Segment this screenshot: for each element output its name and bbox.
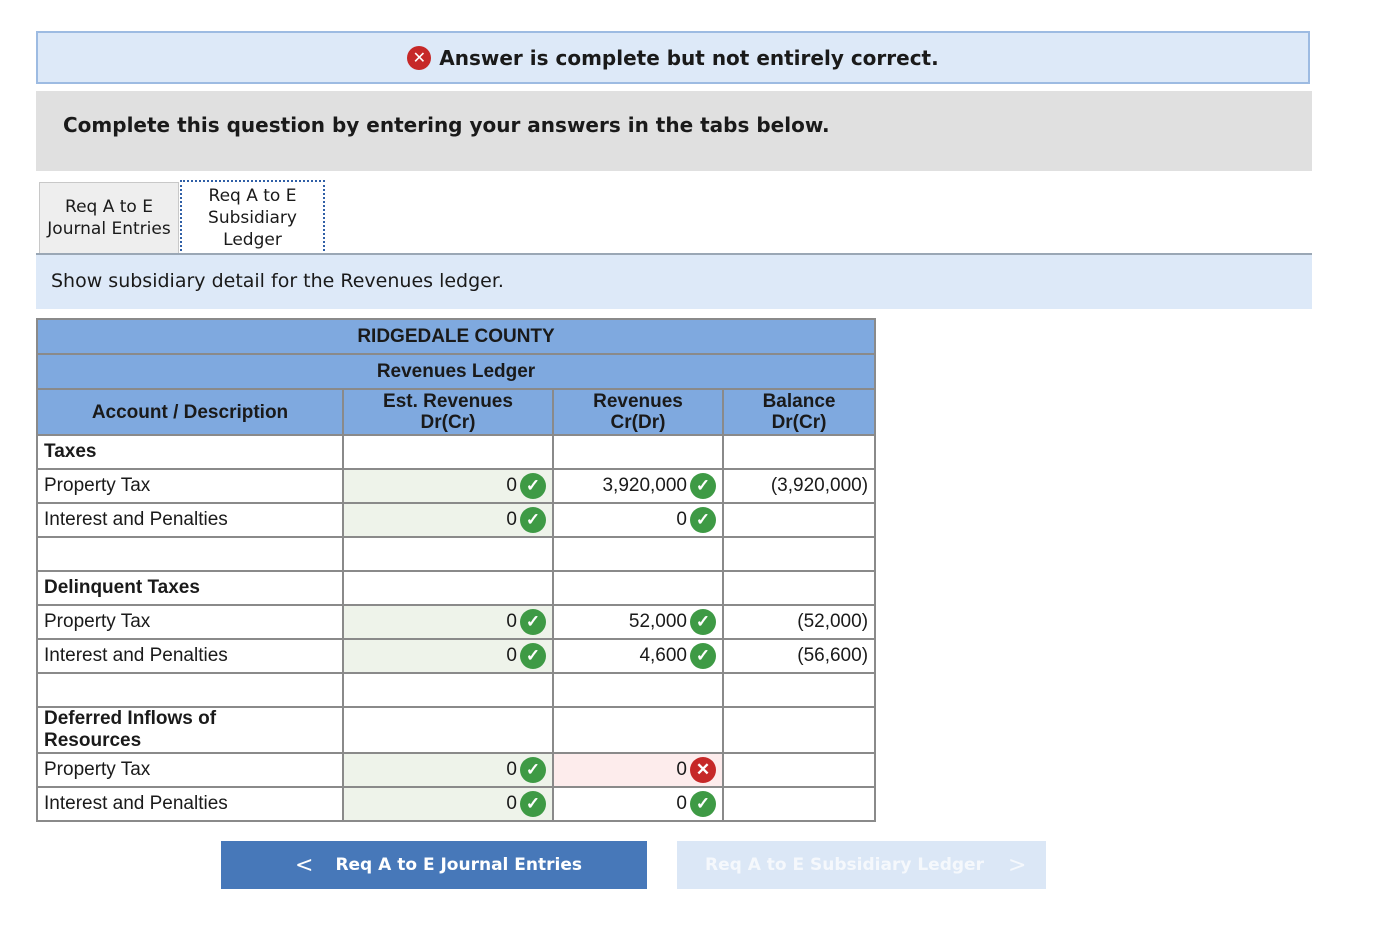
next-tab-label: Req A to E Subsidiary Ledger bbox=[705, 855, 984, 875]
check-circle-icon: ✓ bbox=[520, 473, 546, 499]
est-revenues-input[interactable]: 0 ✓ bbox=[343, 639, 553, 673]
balance-value: (52,000) bbox=[723, 605, 875, 639]
check-circle-icon: ✓ bbox=[520, 791, 546, 817]
revenues-input[interactable]: 4,600 ✓ bbox=[553, 639, 723, 673]
tab-label: Req A to E bbox=[208, 185, 297, 206]
col-header-est-revenues: Est. Revenues Dr(Cr) bbox=[343, 389, 553, 435]
row-label: Interest and Penalties bbox=[37, 503, 343, 537]
ledger-title: RIDGEDALE COUNTY bbox=[37, 319, 875, 354]
row-label: Property Tax bbox=[37, 469, 343, 503]
table-row bbox=[37, 571, 875, 605]
revenues-ledger-table bbox=[36, 318, 876, 822]
question-prompt: Show subsidiary detail for the Revenues ledger. bbox=[36, 255, 1312, 309]
table-row bbox=[37, 707, 875, 753]
check-circle-icon: ✓ bbox=[520, 507, 546, 533]
check-circle-icon: ✓ bbox=[690, 643, 716, 669]
table-row bbox=[37, 537, 875, 571]
prev-tab-button[interactable] bbox=[221, 841, 647, 889]
prev-tab-label: Req A to E Journal Entries bbox=[335, 855, 582, 875]
col-header-account: Account / Description bbox=[37, 389, 343, 435]
est-revenues-input[interactable]: 0 ✓ bbox=[343, 503, 553, 537]
table-row bbox=[37, 639, 875, 673]
row-label: Interest and Penalties bbox=[37, 639, 343, 673]
section-label: Taxes bbox=[37, 435, 343, 469]
tab-journal-entries[interactable] bbox=[39, 182, 179, 253]
x-circle-icon: ✕ bbox=[407, 46, 431, 70]
table-row bbox=[37, 787, 875, 821]
tab-label: Req A to E bbox=[65, 197, 153, 217]
est-revenues-input[interactable]: 0 ✓ bbox=[343, 469, 553, 503]
balance-value: (3,920,000) bbox=[723, 469, 875, 503]
balance-value: (56,600) bbox=[723, 639, 875, 673]
row-label: Property Tax bbox=[37, 605, 343, 639]
col-header-revenues: Revenues Cr(Dr) bbox=[553, 389, 723, 435]
ledger-subtitle: Revenues Ledger bbox=[37, 354, 875, 389]
x-circle-icon: ✕ bbox=[690, 757, 716, 783]
check-circle-icon: ✓ bbox=[690, 473, 716, 499]
revenues-input[interactable]: 0 ✕ bbox=[553, 753, 723, 787]
table-row bbox=[37, 503, 875, 537]
check-circle-icon: ✓ bbox=[520, 609, 546, 635]
instructions: Complete this question by entering your answers in the tabs below. bbox=[36, 91, 1312, 171]
balance-value bbox=[723, 503, 875, 537]
chevron-left-icon: < bbox=[295, 852, 314, 878]
result-text: Answer is complete but not entirely correct. bbox=[439, 45, 939, 70]
balance-value bbox=[723, 787, 875, 821]
table-row bbox=[37, 753, 875, 787]
table-row bbox=[37, 435, 875, 469]
tab-subsidiary-ledger[interactable] bbox=[180, 180, 325, 255]
section-label: Deferred Inflows of Resources bbox=[37, 707, 343, 753]
tab-label: Ledger bbox=[223, 229, 282, 250]
table-row bbox=[37, 673, 875, 707]
tab-label: Subsidiary bbox=[208, 207, 297, 228]
check-circle-icon: ✓ bbox=[520, 643, 546, 669]
row-label: Property Tax bbox=[37, 753, 343, 787]
est-revenues-input[interactable]: 0 ✓ bbox=[343, 787, 553, 821]
col-header-balance: Balance Dr(Cr) bbox=[723, 389, 875, 435]
revenues-input[interactable]: 52,000 ✓ bbox=[553, 605, 723, 639]
result-banner bbox=[36, 31, 1310, 84]
table-row bbox=[37, 469, 875, 503]
section-label: Delinquent Taxes bbox=[37, 571, 343, 605]
revenues-input[interactable]: 3,920,000 ✓ bbox=[553, 469, 723, 503]
revenues-input[interactable]: 0 ✓ bbox=[553, 503, 723, 537]
est-revenues-input[interactable]: 0 ✓ bbox=[343, 605, 553, 639]
table-row bbox=[37, 605, 875, 639]
balance-value bbox=[723, 753, 875, 787]
tab-label: Journal Entries bbox=[47, 219, 171, 239]
chevron-right-icon: > bbox=[1007, 852, 1027, 878]
next-tab-button[interactable] bbox=[677, 841, 1046, 889]
row-label: Interest and Penalties bbox=[37, 787, 343, 821]
check-circle-icon: ✓ bbox=[690, 609, 716, 635]
check-circle-icon: ✓ bbox=[520, 757, 546, 783]
check-circle-icon: ✓ bbox=[690, 507, 716, 533]
check-circle-icon: ✓ bbox=[690, 791, 716, 817]
est-revenues-input[interactable]: 0 ✓ bbox=[343, 753, 553, 787]
revenues-input[interactable]: 0 ✓ bbox=[553, 787, 723, 821]
